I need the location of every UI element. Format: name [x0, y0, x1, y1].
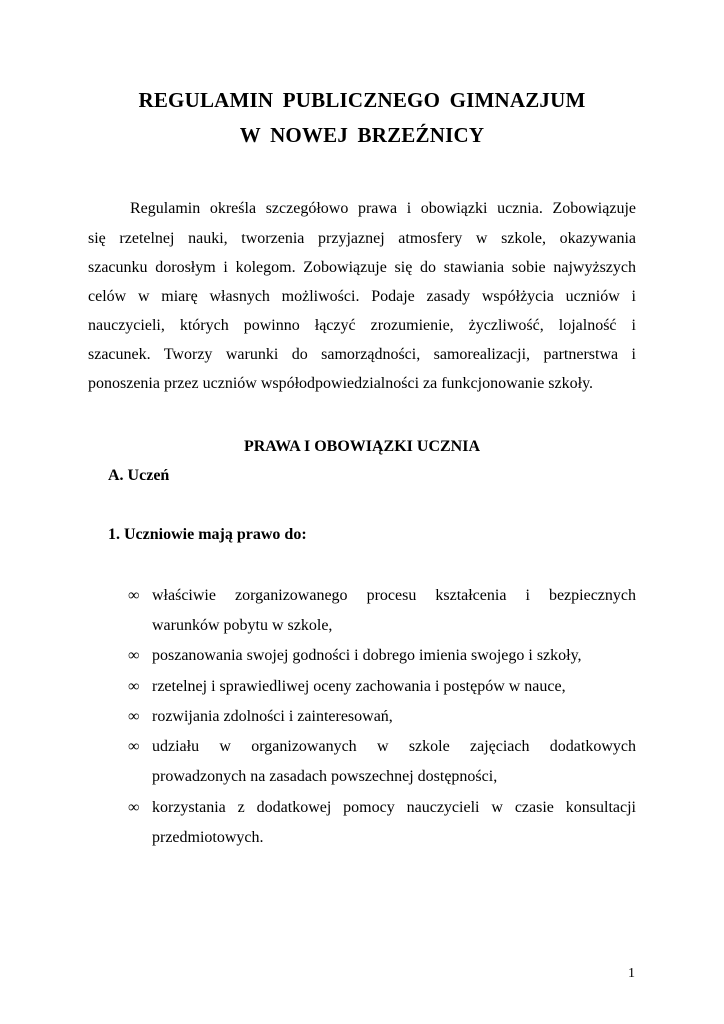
- intro-line: szacunek. Tworzy warunki do samorządności, samorealizacji, partnerstwa i: [88, 346, 636, 363]
- intro-line: szacunku dorosłym i kolegom. Zobowiązuje się do stawiania sobie najwyższych: [88, 259, 636, 276]
- section-heading: PRAWA I OBOWIĄZKI UCZNIA: [243, 438, 481, 455]
- document-title-line-2: W NOWEJ BRZEŹNICY: [239, 123, 485, 147]
- numbered-heading: 1. Uczniowie mają prawo do:: [108, 526, 307, 543]
- infinity-bullet-icon: ∞: [128, 799, 140, 816]
- list-item: korzystania z dodatkowej pomocy nauczycieli w czasie konsultacji: [152, 799, 636, 816]
- sub-heading: A. Uczeń: [108, 467, 170, 484]
- page-number: 1: [628, 966, 635, 981]
- list-item: udziału w organizowanych w szkole zajęciach dodatkowych: [152, 738, 636, 755]
- list-item: rozwijania zdolności i zainteresowań,: [152, 708, 393, 725]
- intro-line: Regulamin określa szczegółowo prawa i obowiązki ucznia. Zobowiązuje: [130, 200, 636, 217]
- intro-line: celów w miarę własnych możliwości. Podaje zasady współżycia uczniów i: [88, 288, 636, 305]
- intro-line: się rzetelnej nauki, tworzenia przyjaznej atmosfery w szkole, okazywania: [88, 230, 636, 247]
- infinity-bullet-icon: ∞: [128, 647, 140, 664]
- intro-line: nauczycieli, których powinno łączyć zrozumienie, życzliwość, lojalność i: [88, 317, 636, 334]
- document-title-line-1: REGULAMIN PUBLICZNEGO GIMNAZJUM: [138, 88, 586, 112]
- list-item-continuation: przedmiotowych.: [152, 829, 264, 846]
- infinity-bullet-icon: ∞: [128, 708, 140, 725]
- infinity-bullet-icon: ∞: [128, 678, 140, 695]
- list-item-continuation: prowadzonych na zasadach powszechnej dostępności,: [152, 768, 498, 785]
- list-item: rzetelnej i sprawiedliwej oceny zachowania i postępów w nauce,: [152, 678, 566, 695]
- list-item: właściwie zorganizowanego procesu kształcenia i bezpiecznych: [152, 587, 636, 604]
- list-item: poszanowania swojej godności i dobrego imienia swojego i szkoły,: [152, 647, 582, 664]
- infinity-bullet-icon: ∞: [128, 587, 140, 604]
- list-item-continuation: warunków pobytu w szkole,: [152, 617, 333, 634]
- infinity-bullet-icon: ∞: [128, 738, 140, 755]
- intro-line: ponoszenia przez uczniów współodpowiedzialności za funkcjonowanie szkoły.: [88, 375, 594, 392]
